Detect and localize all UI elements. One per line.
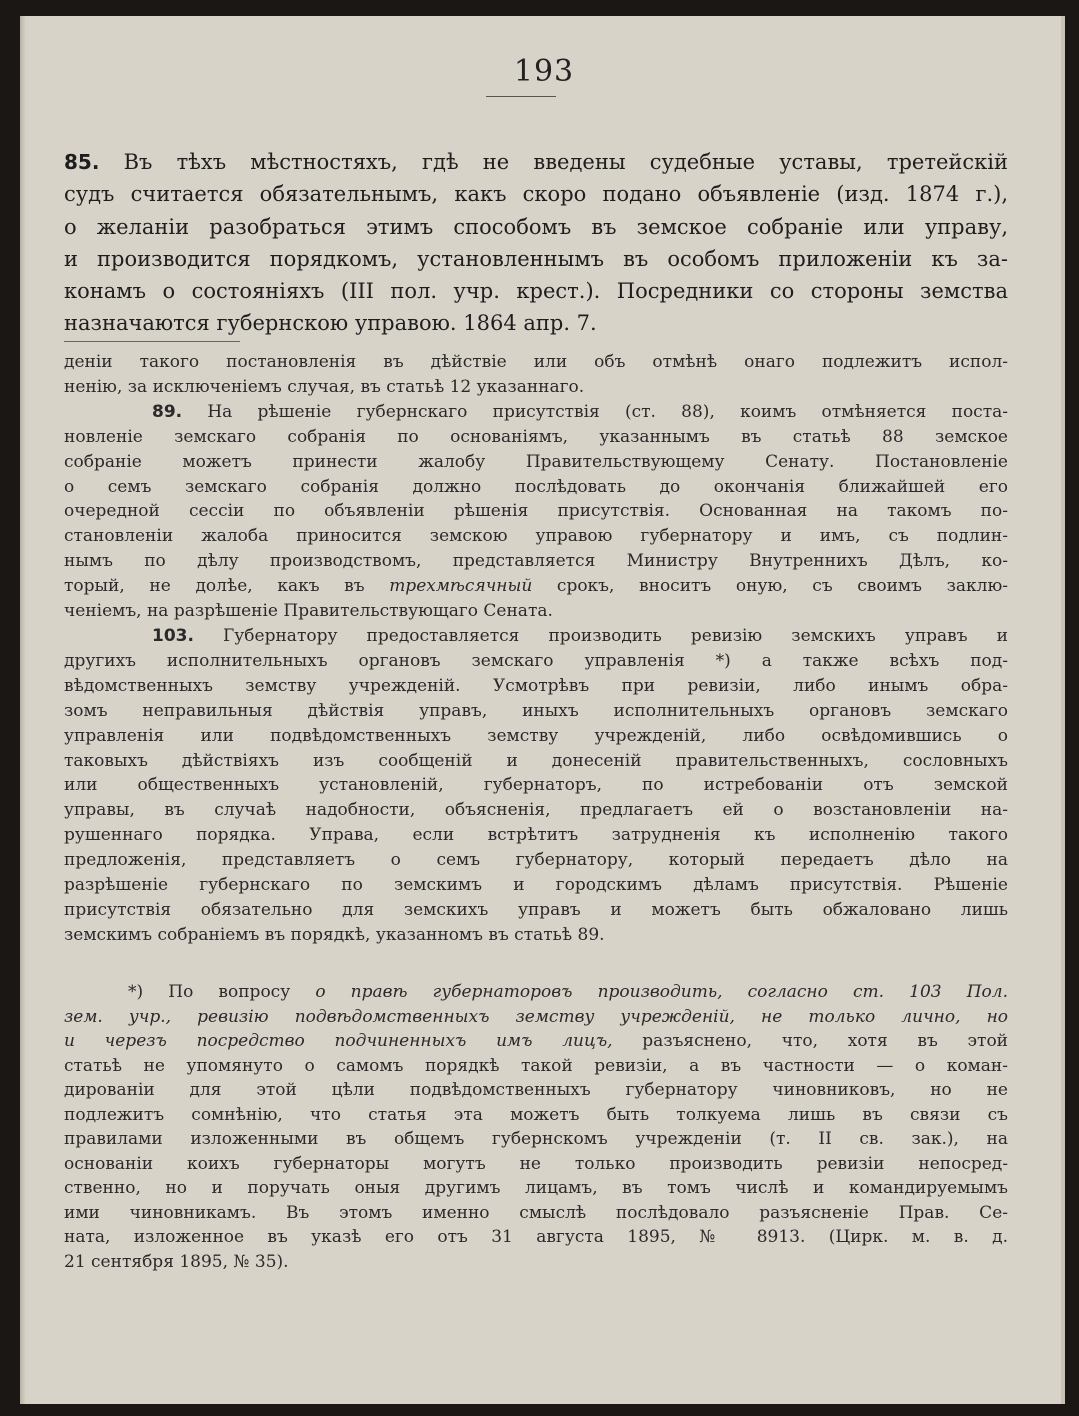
article-89-line: торый, не долѣе, какъ въ трехмѣсячный срокъ, вноситъ оную, съ своимъ заклю- [64, 576, 1008, 597]
footnote-line: ната, изложенное въ указѣ его отъ 31 августа 1895, № 8913. (Цирк. м. в. д. [64, 1227, 1008, 1247]
article-89-line: очередной сессіи по объявленіи рѣшенія присутствія. Основанная на такомъ по- [64, 501, 1008, 522]
article-103-line: предложенія, представляетъ о семъ губернатору, который передаетъ дѣло на [64, 850, 1008, 871]
footnote-line: ственно, но и поручать оныя другимъ лицамъ, въ томъ числѣ и командируемымъ [64, 1178, 1008, 1198]
page-right-edge [1061, 16, 1065, 1404]
article-103-line: вѣдомственныхъ земству учрежденій. Усмотрѣвъ при ревизіи, либо инымъ обра- [64, 675, 1008, 696]
footnote-line: дированіи для этой цѣли подвѣдомственныхъ губернатору чиновниковъ, но не [64, 1080, 1008, 1100]
footnote-line: правилами изложенными въ общемъ губернскомъ учрежденіи (т. II св. зак.), на [64, 1129, 1008, 1149]
article-103-line: земскимъ собраніемъ въ порядкѣ, указанномъ въ статьѣ 89. [64, 924, 605, 945]
footnote-line: основаніи коихъ губернаторы могутъ не только производить ревизіи непосред- [64, 1153, 1008, 1174]
article-85-line: о желаніи разобраться этимъ способомъ въ земское собраніе или управу, [64, 214, 1008, 239]
article-103-line: управленія или подвѣдомственныхъ земству учрежденій, либо освѣдомившись о [64, 725, 1008, 746]
article-85-number: 85. [64, 150, 100, 174]
continuation-line: ненію, за исключеніемъ случая, въ статьѣ 12 указаннаго. [64, 376, 585, 397]
book-page [20, 16, 1065, 1404]
article-85 [64, 146, 1008, 340]
footnote-line: подлежитъ сомнѣнію, что статья эта можетъ быть толкуема лишь въ связи съ [64, 1104, 1008, 1125]
article-85-line: 85. Въ тѣхъ мѣстностяхъ, гдѣ не введены судебные уставы, третейскій [64, 150, 1008, 174]
article-89-line: новленіе земскаго собранія по основаніямъ, указаннымъ въ статьѣ 88 земское [64, 426, 1008, 447]
article-103-line: или общественныхъ установленій, губернаторъ, по истребованіи отъ земской [64, 775, 1008, 796]
continuation-line: деніи такого постановленія въ дѣйствіе или объ отмѣнѣ онаго подлежитъ испол- [64, 352, 1008, 372]
article-103-line: зомъ неправильныя дѣйствія управъ, иныхъ исполнительныхъ органовъ земскаго [64, 700, 1008, 721]
section-divider [64, 341, 240, 342]
article-89-number: 89. [152, 401, 183, 422]
footnote-line: и черезъ посредство подчиненныхъ имъ лицъ, разъяснено, что, хотя въ этой [64, 1031, 1009, 1051]
footnote-line: статьѣ не упомянуто о самомъ порядкѣ такой ревизіи, а въ частности — о коман- [64, 1055, 1008, 1076]
footnote-line: *) По вопросу о правѣ губернаторовъ производить, согласно ст. 103 Пол. [128, 982, 1008, 1002]
article-103-line: присутствія обязательно для земскихъ управъ и можетъ быть обжаловано лишь [64, 899, 1008, 920]
italic-term: трехмѣсячный [389, 576, 533, 597]
page-number-rule [486, 96, 556, 97]
article-89-line: нымъ по дѣлу производствомъ, представляется Министру Внутреннихъ Дѣлъ, ко- [64, 551, 1008, 572]
article-85-line: назначаются губернскою управою. 1864 апр. 7. [64, 311, 597, 336]
page-number: 193 [513, 54, 575, 89]
article-89-line: ченіемъ, на разрѣшеніе Правительствующаго Сената. [64, 601, 553, 622]
page-left-edge [20, 16, 26, 1404]
article-89-line: собраніе можетъ принести жалобу Правительствующему Сенату. Постановленіе [64, 451, 1008, 472]
article-89-line: становленіи жалоба приносится земскою управою губернатору и имъ, съ подлин- [64, 526, 1008, 547]
article-103-line: рушеннаго порядка. Управа, если встрѣтитъ затрудненія къ исполненію такого [64, 825, 1008, 846]
article-85-line: и производится порядкомъ, установленнымъ въ особомъ приложеніи къ за- [64, 246, 1008, 271]
article-103-line: 103. Губернатору предоставляется производить ревизію земскихъ управъ и [152, 625, 1008, 646]
article-103-line: другихъ исполнительныхъ органовъ земскаго управленія *) а также всѣхъ под- [64, 650, 1008, 671]
small-print-articles [64, 350, 1008, 948]
article-103-line: управы, въ случаѣ надобности, объясненія, предлагаетъ ей о возстановленіи на- [64, 800, 1008, 821]
footnote-line: 21 сентября 1895, № 35). [64, 1251, 289, 1272]
footnote [64, 980, 1008, 1274]
footnote-line: зем. учр., ревизію подвѣдомственныхъ земству учрежденій, не только лично, но [64, 1006, 1008, 1027]
article-89-line: о семъ земскаго собранія должно послѣдовать до окончанія ближайшей его [64, 476, 1008, 497]
article-103-number: 103. [152, 625, 194, 646]
article-85-line: конамъ о состояніяхъ (III пол. учр. крест.). Посредники со стороны земства [64, 279, 1008, 304]
article-89-line: 89. На рѣшеніе губернскаго присутствія (ст. 88), коимъ отмѣняется поста- [152, 401, 1008, 422]
article-103-line: разрѣшеніе губернскаго по земскимъ и городскимъ дѣламъ присутствія. Рѣшеніе [64, 875, 1008, 896]
footnote-line: ими чиновникамъ. Въ этомъ именно смыслѣ послѣдовало разъясненіе Прав. Се- [64, 1202, 1008, 1223]
article-103-line: таковыхъ дѣйствіяхъ изъ сообщеній и донесеній правительственныхъ, сословныхъ [64, 750, 1008, 771]
article-85-line: судъ считается обязательнымъ, какъ скоро подано объявленіе (изд. 1874 г.), [64, 182, 1008, 207]
